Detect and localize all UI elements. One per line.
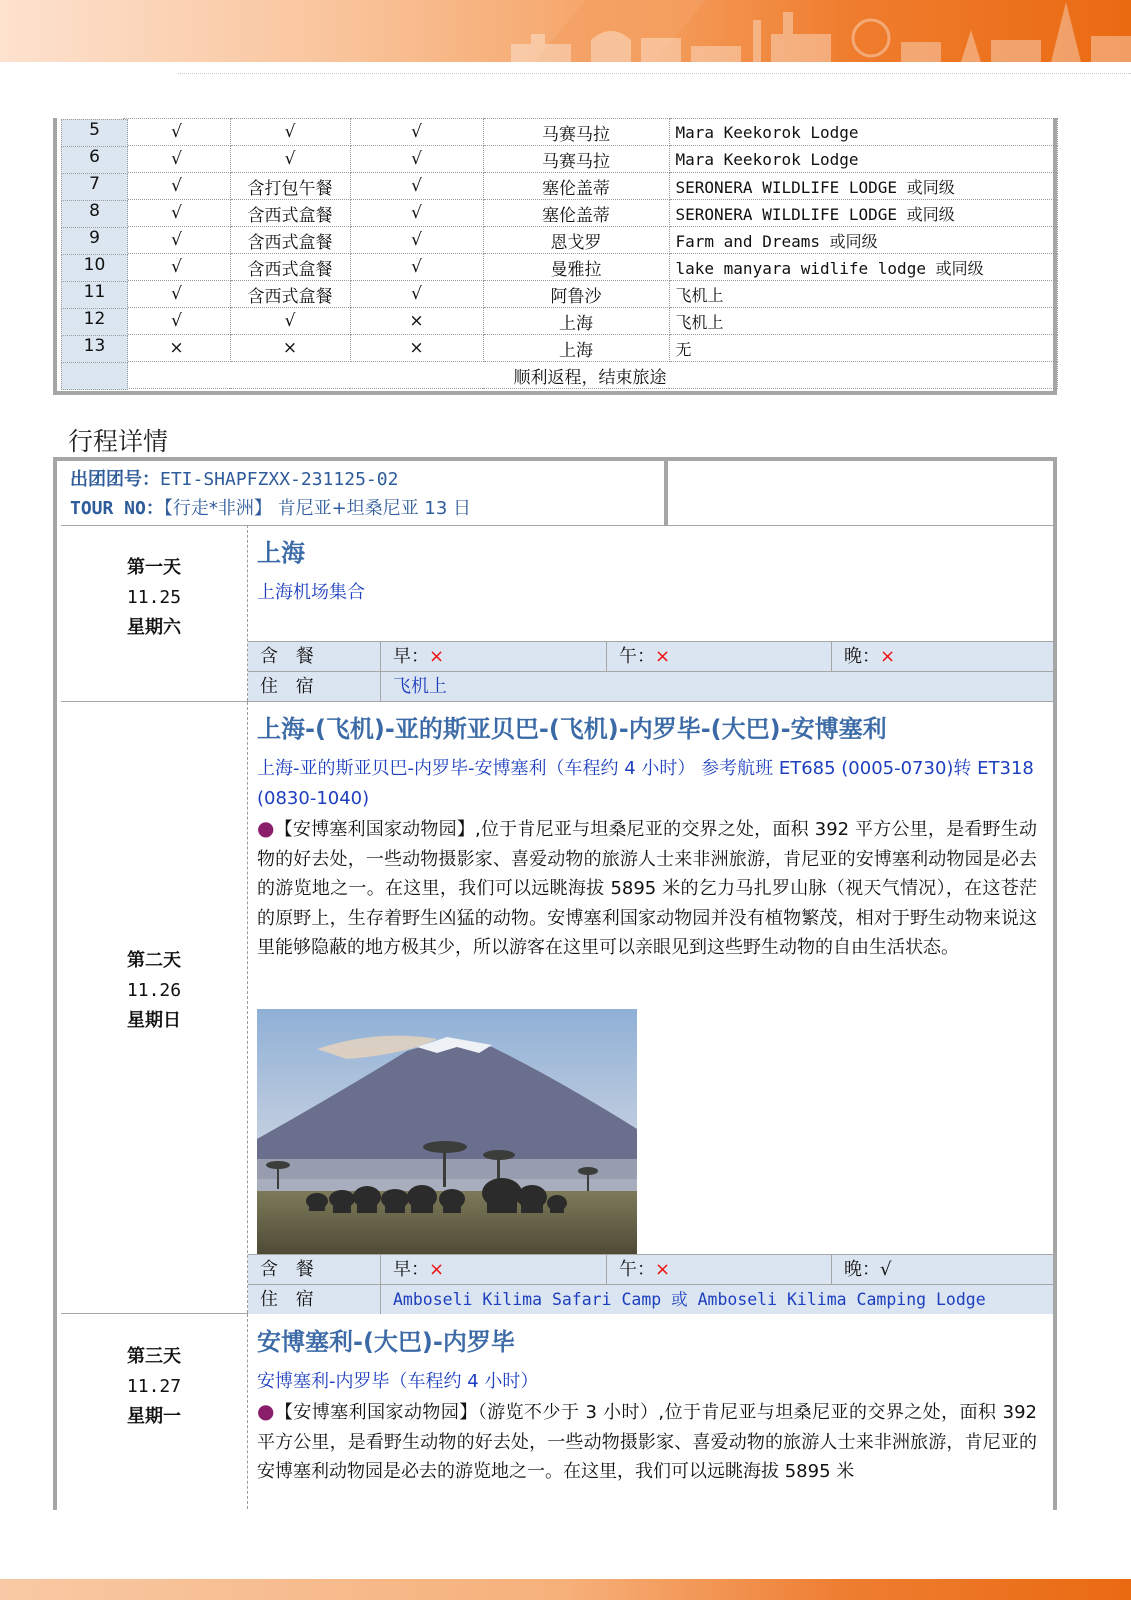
meal-row [248, 641, 1053, 671]
day-cell: 5 [61, 119, 128, 147]
city-cell: 曼雅拉 [483, 254, 669, 281]
meal-label: 含 餐 [248, 642, 381, 671]
kilimanjaro-elephants-photo [257, 1009, 637, 1254]
bullet-icon: ● [257, 816, 275, 840]
day-weekday: 星期一 [127, 1406, 181, 1427]
day-route: 上海机场集合 [257, 582, 365, 603]
day-2 [61, 702, 1053, 1314]
tour-label: TOUR NO： [70, 498, 164, 519]
tour-info-cell [61, 461, 668, 525]
day-1-content [257, 533, 1037, 608]
breakfast-cell: √ [123, 227, 230, 254]
hotel-cell: lake manyara widlife lodge 或同级 [669, 254, 1057, 281]
summary-row [57, 173, 1057, 200]
lunch-cell: √ [230, 119, 350, 146]
day-title: 上海-(飞机)-亚的斯亚贝巴-(飞机)-内罗毕-(大巴)-安博塞利 [257, 715, 887, 743]
day-3-content [257, 1322, 1037, 1487]
breakfast-label: 早： [393, 646, 429, 667]
day-3-label [61, 1342, 247, 1432]
breakfast-cell [381, 1255, 607, 1284]
day-cell-empty [61, 362, 128, 390]
dinner-cell: × [350, 308, 483, 335]
hotel-cell: 飞机上 [669, 281, 1057, 308]
dinner-cell: √ [350, 119, 483, 146]
city-cell: 塞伦盖蒂 [483, 200, 669, 227]
breakfast-label: 早： [393, 1259, 429, 1280]
lunch-cell: 含西式盒餐 [230, 254, 350, 281]
summary-row [57, 146, 1057, 173]
day-description [257, 814, 1037, 963]
day-title: 安博塞利-(大巴)-内罗毕 [257, 1328, 515, 1356]
summary-row [57, 254, 1057, 281]
tour-number-line [70, 494, 471, 520]
tour-name: 【行走*非洲】 肯尼亚+坦桑尼亚 13 日 [163, 498, 472, 519]
summary-row [57, 335, 1057, 362]
day-1 [61, 525, 1053, 702]
city-cell: 阿鲁沙 [483, 281, 669, 308]
lunch-cell: √ [230, 146, 350, 173]
lunch-cell [607, 1255, 832, 1284]
group-label: 出团团号： [70, 469, 160, 490]
day-date: 11.26 [126, 980, 182, 1001]
header-dotted-rule [178, 73, 1131, 74]
itinerary-table [53, 457, 1057, 1510]
dinner-mark: × [880, 646, 896, 667]
city-cell: 马赛马拉 [483, 146, 669, 173]
city-cell: 塞伦盖蒂 [483, 173, 669, 200]
dinner-cell: √ [350, 281, 483, 308]
day-1-label [61, 553, 247, 643]
breakfast-cell: √ [123, 200, 230, 227]
day-cell: 11 [61, 281, 128, 309]
lunch-cell: √ [230, 308, 350, 335]
header-banner [0, 0, 1131, 62]
hotel-cell: Farm and Dreams 或同级 [669, 227, 1057, 254]
breakfast-cell: √ [123, 146, 230, 173]
stay-row [248, 671, 1053, 701]
breakfast-cell: √ [123, 173, 230, 200]
day-body: 【安博塞利国家动物园】,位于肯尼亚与坦桑尼亚的交界之处，面积 392 平方公里，是看野生动物的好去处，一些动物摄影家、喜爱动物的旅游人士来非洲旅游，肯尼亚的安博塞利动物园是必去的游览地之一。在这里，我们可以远眺海拔 5895 米的乞力马扎罗山脉（视天气情况），在这苍茫的原野上，生存着野生凶猛的动物。安博塞利国家动物园并没有植物繁茂，相对于野生动物来说这里能够隐蔽的地方极其少，所以游客在这里可以亲眼见到这些野生动物的自由生活状态。 [257, 819, 1037, 958]
hotel-cell: Mara Keekorok Lodge [669, 119, 1057, 146]
meal-row [248, 1254, 1053, 1284]
day-cell: 12 [61, 308, 128, 336]
day-cell: 7 [61, 173, 128, 201]
summary-end-row [57, 362, 1057, 389]
lunch-cell: 含西式盒餐 [230, 281, 350, 308]
summary-end-text: 顺利返程，结束旅途 [123, 362, 1057, 389]
city-cell: 上海 [483, 308, 669, 335]
day-cell: 9 [61, 227, 128, 255]
day-weekday: 星期日 [127, 1010, 181, 1031]
day-date: 11.27 [126, 1376, 182, 1397]
lunch-mark: × [655, 1259, 671, 1280]
day-description [257, 1397, 1037, 1487]
meal-label: 含 餐 [248, 1255, 381, 1284]
breakfast-cell: √ [123, 308, 230, 335]
summary-table [53, 118, 1057, 395]
lunch-label: 午： [619, 1259, 655, 1280]
day-name: 第二天 [127, 950, 181, 971]
day-date: 11.25 [126, 587, 182, 608]
day-name: 第一天 [127, 557, 181, 578]
summary-row [57, 281, 1057, 308]
dinner-cell: √ [350, 227, 483, 254]
dinner-label: 晚： [844, 646, 880, 667]
day-weekday: 星期六 [127, 617, 181, 638]
tour-info-row [61, 461, 1053, 526]
breakfast-cell: √ [123, 119, 230, 146]
dinner-cell [832, 1255, 1053, 1284]
bullet-icon: ● [257, 1399, 275, 1423]
day-cell: 6 [61, 146, 128, 174]
hotel-cell: 无 [669, 335, 1057, 362]
hotel-cell: Mara Keekorok Lodge [669, 146, 1057, 173]
breakfast-cell [381, 642, 607, 671]
city-cell: 马赛马拉 [483, 119, 669, 146]
lunch-cell [607, 642, 832, 671]
stay-row [248, 1284, 1053, 1314]
section-title: 行程详情 [68, 427, 169, 456]
stay-value: Amboseli Kilima Safari Camp 或 Amboseli Kilima Camping Lodge [393, 1290, 986, 1309]
day-cell: 8 [61, 200, 128, 228]
dinner-cell [832, 642, 1053, 671]
dinner-cell: √ [350, 173, 483, 200]
dinner-label: 晚： [844, 1259, 880, 1280]
lunch-cell: × [230, 335, 350, 362]
day-title: 上海 [257, 539, 305, 567]
breakfast-cell: × [123, 335, 230, 362]
group-number: ETI-SHAPFZXX-231125-02 [160, 469, 399, 490]
day-route: 安博塞利-内罗毕（车程约 4 小时） [257, 1371, 539, 1392]
day-3 [61, 1314, 1053, 1510]
stay-value: 飞机上 [393, 676, 447, 697]
hotel-cell: SERONERA WILDLIFE LODGE 或同级 [669, 200, 1057, 227]
day-route: 上海-亚的斯亚贝巴-内罗毕-安博塞利（车程约 4 小时） 参考航班 ET685 (0005-0730)转 ET318 (0830-1040) [257, 758, 1034, 809]
summary-row [57, 227, 1057, 254]
city-skyline-decoration [491, 0, 1131, 62]
day-cell: 10 [61, 254, 128, 282]
summary-row [57, 119, 1057, 146]
breakfast-mark: × [429, 646, 445, 667]
dinner-cell: √ [350, 254, 483, 281]
day-2-content [257, 709, 1037, 963]
dinner-cell: √ [350, 146, 483, 173]
dinner-cell: √ [350, 200, 483, 227]
stay-label: 住 宿 [248, 1285, 381, 1314]
hotel-cell: 飞机上 [669, 308, 1057, 335]
day-divider [247, 1314, 248, 1510]
city-cell: 恩戈罗 [483, 227, 669, 254]
group-number-line [70, 465, 398, 491]
lunch-mark: × [655, 646, 671, 667]
dinner-mark: √ [880, 1259, 892, 1280]
summary-row [57, 200, 1057, 227]
day-2-label [61, 946, 247, 1036]
breakfast-cell: √ [123, 281, 230, 308]
breakfast-mark: × [429, 1259, 445, 1280]
day-divider [247, 702, 248, 1313]
lunch-cell: 含西式盒餐 [230, 200, 350, 227]
dinner-cell: × [350, 335, 483, 362]
stay-label: 住 宿 [248, 672, 381, 701]
day-name: 第三天 [127, 1346, 181, 1367]
breakfast-cell: √ [123, 254, 230, 281]
hotel-cell: SERONERA WILDLIFE LODGE 或同级 [669, 173, 1057, 200]
lunch-label: 午： [619, 646, 655, 667]
day-cell: 13 [61, 335, 128, 363]
footer-banner [0, 1579, 1131, 1600]
city-cell: 上海 [483, 335, 669, 362]
day-body: 【安博塞利国家动物园】（游览不少于 3 小时）,位于肯尼亚与坦桑尼亚的交界之处，面积 392 平方公里，是看野生动物的好去处，一些动物摄影家、喜爱动物的旅游人士来非洲旅游，肯尼亚的安博塞利动物园是必去的游览地之一。在这里，我们可以远眺海拔 5895 米 [257, 1402, 1037, 1482]
lunch-cell: 含西式盒餐 [230, 227, 350, 254]
summary-row [57, 308, 1057, 335]
lunch-cell: 含打包午餐 [230, 173, 350, 200]
